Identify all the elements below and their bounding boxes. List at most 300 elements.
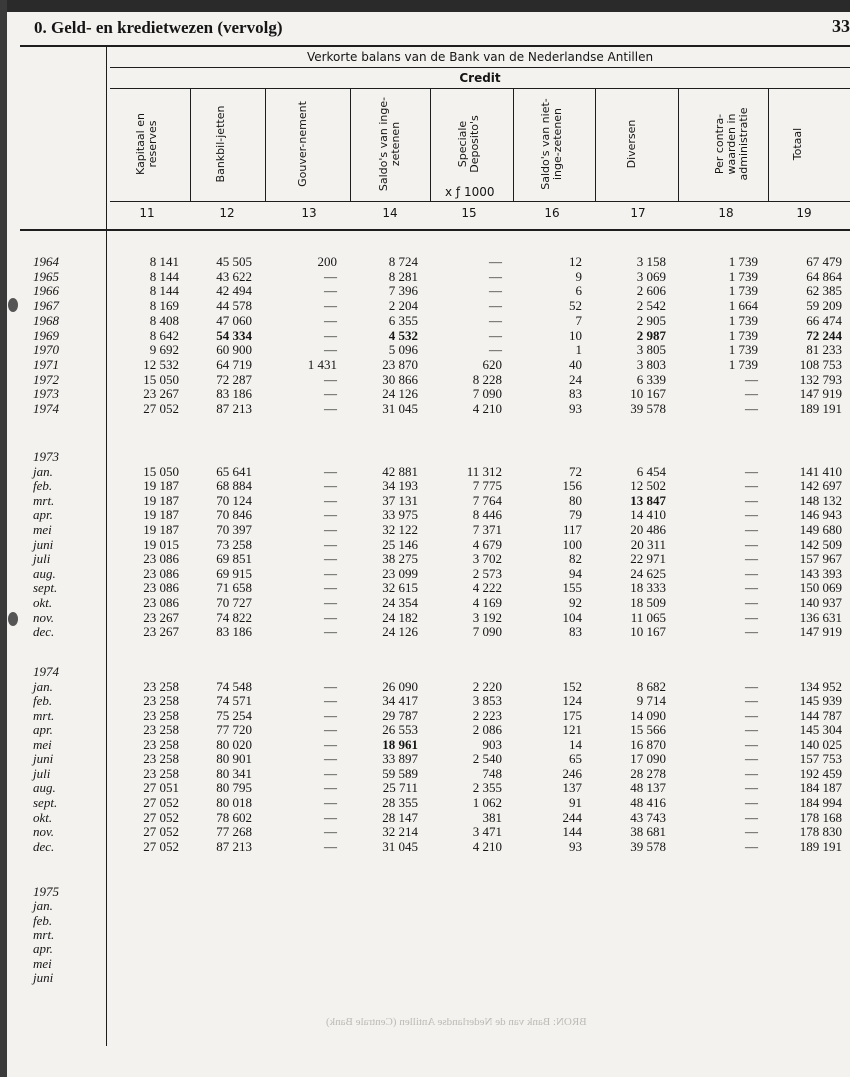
table-cell: 38 275 [382, 551, 418, 567]
table-cell: 32 214 [382, 824, 418, 840]
column-header: Diversen [625, 119, 638, 169]
table-cell: 4 169 [472, 595, 502, 610]
table-cell: 148 132 [799, 492, 842, 508]
table-cell: — [324, 386, 337, 402]
table-cell: 24 182 [382, 609, 418, 625]
table-cell: — [489, 298, 502, 314]
table-cell: 71 658 [216, 580, 252, 596]
row-label: feb. [33, 693, 53, 709]
table-cell: 93 [569, 838, 582, 854]
table-cell: 9 692 [149, 342, 179, 358]
table-cell: 87 213 [216, 401, 252, 416]
table-cell: — [745, 522, 758, 537]
table-cell: — [745, 794, 758, 810]
table-cell: 1 062 [472, 794, 502, 810]
table-cell: — [745, 565, 758, 581]
table-cell: 59 589 [382, 765, 418, 781]
table-cell: 3 702 [472, 551, 502, 567]
table-cell: 11 312 [466, 463, 502, 479]
table-cell: 43 743 [630, 809, 666, 825]
table-cell: 5 096 [388, 342, 418, 358]
table-cell: — [324, 312, 337, 328]
table-cell: 27 052 [143, 809, 179, 825]
table-cell: 42 494 [216, 283, 252, 299]
table-cell: 1 739 [728, 268, 758, 284]
table-cell: 70 397 [216, 522, 252, 537]
table-cell: 83 [569, 386, 582, 402]
title-rule [110, 67, 850, 68]
table-cell: 23 258 [143, 678, 179, 694]
table-cell: 4 210 [472, 401, 502, 416]
table-cell: 117 [562, 522, 582, 537]
table-cell: 147 919 [799, 624, 842, 640]
row-label: 1974 [33, 401, 59, 416]
table-cell: 1 [575, 342, 582, 358]
table-cell: 38 681 [630, 824, 666, 840]
table-cell: 6 339 [636, 371, 666, 387]
table-cell: 147 919 [799, 386, 842, 402]
table-cell: 73 258 [216, 536, 252, 552]
table-cell: 19 187 [143, 478, 179, 494]
table-cell: 145 939 [799, 693, 842, 709]
row-label: okt. [33, 595, 53, 610]
table-cell: — [324, 624, 337, 640]
table-cell: — [745, 401, 758, 416]
table-cell: 94 [569, 565, 582, 581]
table-cell: 72 [569, 463, 582, 479]
row-label: dec. [33, 838, 55, 854]
table-cell: 7 [575, 312, 582, 328]
table-cell: 134 952 [799, 678, 842, 694]
row-label: 1975 [33, 884, 59, 899]
row-label: apr. [33, 507, 53, 523]
table-cell: 8 144 [149, 268, 179, 284]
table-cell: 29 787 [382, 707, 418, 723]
row-label: mei [33, 736, 52, 752]
table-cell: 24 126 [382, 386, 418, 402]
table-cell: 48 137 [630, 780, 666, 796]
row-label: 1965 [33, 268, 59, 284]
table-top-rule [20, 45, 850, 47]
table-cell: 15 050 [143, 463, 179, 479]
table-cell: — [745, 838, 758, 854]
table-cell: 9 714 [636, 693, 666, 709]
table-cell: 189 191 [799, 401, 842, 416]
table-cell: 23 870 [382, 356, 418, 372]
table-cell: 143 393 [799, 565, 842, 581]
table-cell: 12 532 [143, 356, 179, 372]
table-cell: 24 625 [630, 565, 666, 581]
table-cell: 26 090 [382, 678, 418, 694]
table-subtitle: Credit [459, 71, 501, 85]
table-cell: — [489, 254, 502, 269]
table-cell: 79 [569, 507, 582, 523]
column-separator [768, 89, 769, 201]
table-cell: 20 486 [630, 522, 666, 537]
table-cell: 28 147 [382, 809, 418, 825]
table-cell: 140 937 [799, 595, 842, 610]
page-number: 33 [832, 16, 850, 36]
table-cell: 12 502 [630, 478, 666, 494]
table-cell: — [324, 609, 337, 625]
column-header: Speciale Deposito's [456, 115, 481, 173]
table-cell: 80 020 [216, 736, 252, 752]
table-cell: — [745, 551, 758, 567]
table-cell: 27 052 [143, 838, 179, 854]
table-cell: 74 548 [216, 678, 252, 694]
table-cell: — [745, 809, 758, 825]
table-cell: 6 355 [388, 312, 418, 328]
row-label: aug. [33, 780, 56, 796]
row-label: 1969 [33, 327, 59, 343]
table-cell: 2 086 [472, 722, 502, 738]
table-cell: 748 [482, 765, 502, 781]
table-cell: 32 615 [382, 580, 418, 596]
table-cell: — [489, 283, 502, 299]
table-cell: 620 [482, 356, 502, 372]
table-cell: 23 258 [143, 693, 179, 709]
table-cell: — [745, 707, 758, 723]
unit-label: x ƒ 1000 [445, 185, 495, 199]
row-label: 1970 [33, 342, 59, 358]
table-cell: — [324, 342, 337, 358]
table-cell: 91 [569, 794, 582, 810]
column-header: Per contra-waarden in administratie [713, 107, 750, 181]
table-cell: — [324, 536, 337, 552]
table-cell: 1 431 [307, 356, 337, 372]
table-cell: 108 753 [799, 356, 842, 372]
table-cell: 24 126 [382, 624, 418, 640]
table-cell: — [745, 386, 758, 402]
table-cell: 65 [569, 751, 582, 767]
column-number: 13 [301, 206, 317, 220]
table-cell: 8 141 [149, 254, 179, 269]
table-cell: 23 258 [143, 707, 179, 723]
table-cell: — [324, 693, 337, 709]
table-cell: 69 915 [216, 565, 252, 581]
table-cell: 100 [562, 536, 582, 552]
table-cell: 17 090 [630, 751, 666, 767]
table-cell: 74 571 [216, 693, 252, 709]
table-cell: 7 396 [388, 283, 418, 299]
row-label: apr. [33, 722, 53, 738]
row-label: feb. [33, 912, 53, 928]
table-cell: — [745, 722, 758, 738]
table-cell: 78 602 [216, 809, 252, 825]
table-cell: — [324, 268, 337, 284]
table-cell: 2 355 [472, 780, 502, 796]
table-cell: 157 753 [799, 751, 842, 767]
table-cell: — [745, 371, 758, 387]
table-cell: 59 209 [806, 298, 842, 314]
table-cell: 8 228 [472, 371, 502, 387]
table-cell: — [324, 722, 337, 738]
table-cell: 4 222 [472, 580, 502, 596]
table-cell: 93 [569, 401, 582, 416]
table-cell: 27 052 [143, 401, 179, 416]
table-cell: 18 333 [630, 580, 666, 596]
table-cell: 178 168 [799, 809, 842, 825]
row-label: mrt. [33, 926, 55, 942]
row-label: juni [33, 536, 54, 552]
table-cell: 15 050 [143, 371, 179, 387]
table-cell: 81 233 [806, 342, 842, 358]
table-cell: 7 775 [472, 478, 502, 494]
table-cell: 121 [562, 722, 582, 738]
table-cell: — [745, 492, 758, 508]
column-separator [265, 89, 266, 201]
table-cell: 9 [575, 268, 582, 284]
table-cell: 23 086 [143, 580, 179, 596]
table-cell: 6 [575, 283, 582, 299]
table-cell: 33 897 [382, 751, 418, 767]
table-cell: 62 385 [806, 283, 842, 299]
table-cell: 19 187 [143, 522, 179, 537]
table-cell: 8 642 [149, 327, 179, 343]
table-cell: 67 479 [806, 254, 842, 269]
table-cell: 77 268 [216, 824, 252, 840]
table-cell: 14 410 [630, 507, 666, 523]
row-label: aug. [33, 565, 56, 581]
table-cell: 7 371 [472, 522, 502, 537]
table-cell: 3 471 [472, 824, 502, 840]
table-cell: 87 213 [216, 838, 252, 854]
table-cell: — [745, 780, 758, 796]
table-cell: 7 090 [472, 386, 502, 402]
table-cell: 18 509 [630, 595, 666, 610]
table-cell: 80 901 [216, 751, 252, 767]
table-cell: 2 606 [636, 283, 666, 299]
table-cell: 83 [569, 624, 582, 640]
table-cell: — [324, 565, 337, 581]
row-label: sept. [33, 580, 58, 596]
table-cell: 23 258 [143, 736, 179, 752]
table-cell: 7 764 [472, 492, 502, 508]
table-cell: 70 727 [216, 595, 252, 610]
row-label: apr. [33, 941, 53, 957]
table-cell: 3 805 [636, 342, 666, 358]
table-cell: 14 [569, 736, 582, 752]
table-cell: 19 187 [143, 507, 179, 523]
table-cell: 8 281 [388, 268, 418, 284]
table-cell: — [745, 624, 758, 640]
column-separator [190, 89, 191, 201]
table-cell: 64 864 [806, 268, 842, 284]
table-cell: 192 459 [799, 765, 842, 781]
scan-top-edge [0, 0, 850, 12]
table-cell: 34 193 [382, 478, 418, 494]
column-header: Saldo's van niet-inge-zetenen [539, 98, 564, 190]
table-cell: 2 223 [472, 707, 502, 723]
table-cell: 22 971 [630, 551, 666, 567]
table-cell: — [324, 765, 337, 781]
table-cell: — [489, 342, 502, 358]
column-separator [513, 89, 514, 201]
table-cell: 27 051 [143, 780, 179, 796]
table-cell: 2 573 [472, 565, 502, 581]
subtitle-rule [110, 88, 850, 89]
table-cell: — [324, 401, 337, 416]
table-cell: 8 446 [472, 507, 502, 523]
table-cell: 246 [562, 765, 582, 781]
table-cell: 43 622 [216, 268, 252, 284]
table-cell: 8 682 [636, 678, 666, 694]
table-cell: 40 [569, 356, 582, 372]
stub-column-rule [106, 46, 107, 1046]
row-label: juni [33, 751, 54, 767]
table-cell: 66 474 [806, 312, 842, 328]
table-cell: 23 086 [143, 551, 179, 567]
table-cell: 189 191 [799, 838, 842, 854]
row-label: 1968 [33, 312, 59, 328]
table-cell: 18 961 [382, 736, 418, 752]
table-cell: 146 943 [799, 507, 842, 523]
table-cell: 1 739 [728, 327, 758, 343]
table-cell: 8 144 [149, 283, 179, 299]
table-cell: 80 795 [216, 780, 252, 796]
table-cell: 12 [569, 254, 582, 269]
scan-left-edge [0, 0, 7, 1077]
row-label: juli [33, 765, 51, 781]
table-cell: — [324, 736, 337, 752]
row-label: mei [33, 955, 52, 971]
table-cell: 60 900 [216, 342, 252, 358]
table-cell: 10 [569, 327, 582, 343]
table-cell: — [745, 580, 758, 596]
table-cell: — [324, 838, 337, 854]
table-cell: 2 220 [472, 678, 502, 694]
table-cell: 1 739 [728, 342, 758, 358]
table-cell: 3 192 [472, 609, 502, 625]
table-cell: 75 254 [216, 707, 252, 723]
table-cell: 2 540 [472, 751, 502, 767]
table-cell: — [324, 298, 337, 314]
table-cell: 10 167 [630, 624, 666, 640]
table-cell: 70 124 [216, 492, 252, 508]
table-cell: 23 258 [143, 751, 179, 767]
column-number: 16 [544, 206, 560, 220]
table-cell: 24 354 [382, 595, 418, 610]
column-separator [430, 89, 431, 201]
row-label: 1971 [33, 356, 59, 372]
table-cell: 64 719 [216, 356, 252, 372]
table-cell: 150 069 [799, 580, 842, 596]
table-cell: 2 204 [388, 298, 418, 314]
table-cell: 13 847 [630, 492, 666, 508]
table-cell: 149 680 [799, 522, 842, 537]
table-cell: — [745, 595, 758, 610]
table-cell: — [745, 751, 758, 767]
binder-hole-icon [8, 612, 18, 626]
table-cell: 3 803 [636, 356, 666, 372]
table-cell: 1 664 [728, 298, 758, 314]
table-cell: — [745, 478, 758, 494]
table-cell: — [324, 794, 337, 810]
column-number: 11 [139, 206, 155, 220]
binder-hole-icon [8, 298, 18, 312]
column-header: Saldo's van inge-zetenen [377, 96, 402, 192]
table-cell: 39 578 [630, 401, 666, 416]
table-cell: 3 069 [636, 268, 666, 284]
table-cell: 34 417 [382, 693, 418, 709]
row-label: juli [33, 551, 51, 567]
table-cell: 28 278 [630, 765, 666, 781]
table-cell: — [324, 751, 337, 767]
row-label: jan. [33, 678, 53, 694]
table-cell: — [324, 283, 337, 299]
column-separator [350, 89, 351, 201]
table-cell: 69 851 [216, 551, 252, 567]
row-label: 1973 [33, 449, 59, 464]
table-cell: 1 739 [728, 283, 758, 299]
table-cell: 141 410 [799, 463, 842, 479]
table-cell: 77 720 [216, 722, 252, 738]
table-cell: 19 187 [143, 492, 179, 508]
row-label: nov. [33, 609, 55, 625]
table-cell: 10 167 [630, 386, 666, 402]
table-cell: 52 [569, 298, 582, 314]
table-cell: 54 334 [216, 327, 252, 343]
table-cell: — [324, 507, 337, 523]
table-cell: 157 967 [799, 551, 842, 567]
column-number: 15 [461, 206, 477, 220]
table-cell: 23 267 [143, 386, 179, 402]
table-cell: — [745, 678, 758, 694]
table-cell: 1 739 [728, 312, 758, 328]
table-cell: 124 [562, 693, 582, 709]
table-cell: — [489, 327, 502, 343]
column-number: 14 [382, 206, 398, 220]
table-cell: 184 187 [799, 780, 842, 796]
page-heading: 0. Geld- en kredietwezen (vervolg) [34, 18, 283, 37]
table-cell: 23 267 [143, 624, 179, 640]
table-cell: 136 631 [799, 609, 842, 625]
table-cell: 27 052 [143, 824, 179, 840]
table-cell: — [324, 522, 337, 537]
table-cell: 4 210 [472, 838, 502, 854]
table-cell: 11 065 [630, 609, 666, 625]
table-cell: 155 [562, 580, 582, 596]
table-cell: 142 697 [799, 478, 842, 494]
table-cell: 31 045 [382, 401, 418, 416]
table-cell: 142 509 [799, 536, 842, 552]
table-cell: — [745, 736, 758, 752]
table-cell: — [324, 463, 337, 479]
row-label: 1966 [33, 283, 59, 299]
table-cell: 8 724 [388, 254, 418, 269]
table-cell: — [324, 551, 337, 567]
table-cell: 6 454 [636, 463, 666, 479]
table-cell: 152 [562, 678, 582, 694]
column-header: Gouver-nement [296, 101, 309, 187]
table-cell: — [745, 463, 758, 479]
column-header: Totaal [791, 127, 804, 161]
table-cell: 1 739 [728, 356, 758, 372]
table-cell: 25 711 [382, 780, 418, 796]
table-cell: — [745, 609, 758, 625]
table-cell: 26 553 [382, 722, 418, 738]
table-cell: 25 146 [382, 536, 418, 552]
row-label: mrt. [33, 492, 55, 508]
table-cell: — [324, 678, 337, 694]
table-cell: 2 905 [636, 312, 666, 328]
row-label: 1964 [33, 254, 59, 269]
table-cell: 14 090 [630, 707, 666, 723]
table-cell: — [324, 371, 337, 387]
table-cell: — [324, 809, 337, 825]
table-title: Verkorte balans van de Bank van de Nederlandse Antillen [306, 50, 654, 64]
table-cell: 32 122 [382, 522, 418, 537]
